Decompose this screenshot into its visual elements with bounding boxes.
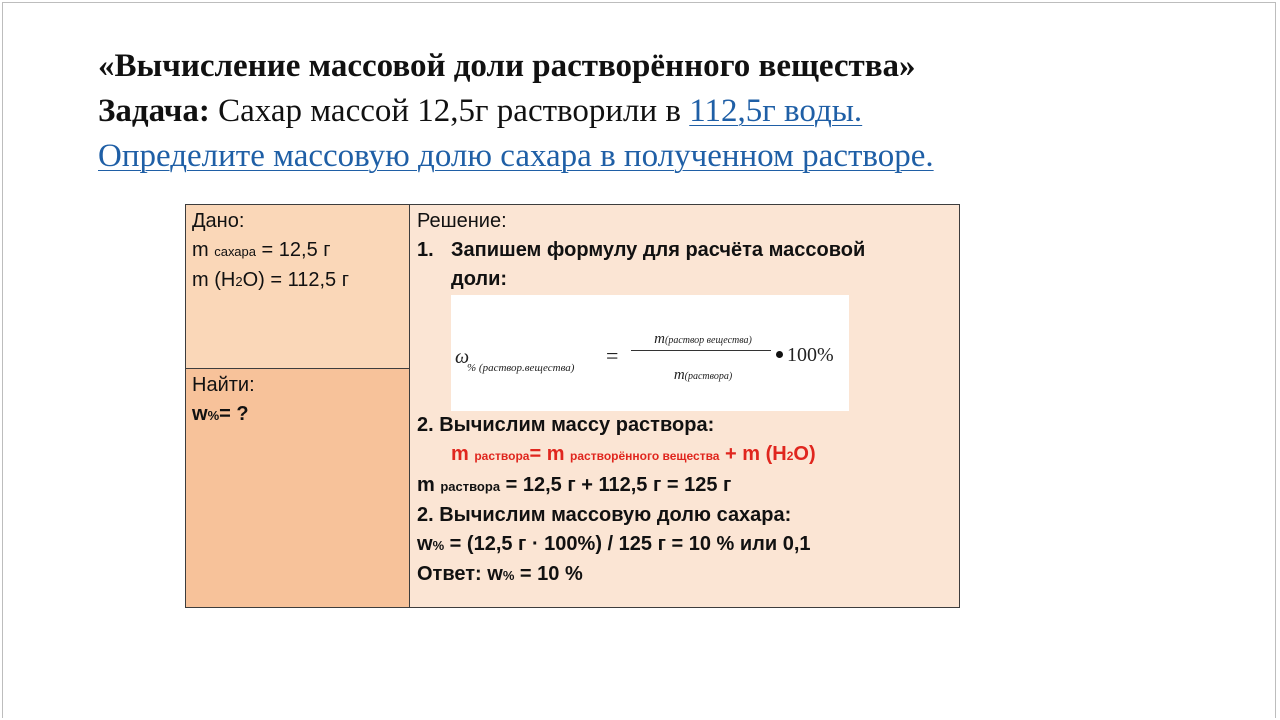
answer-pre: Ответ: w xyxy=(417,563,503,585)
given-label: Дано: xyxy=(192,210,245,232)
formula-num-sub: (раствор вещества) xyxy=(664,335,752,346)
formula-den-m: m xyxy=(673,367,685,383)
given-cell xyxy=(186,205,410,369)
find-w: w xyxy=(192,403,208,425)
red-m2: m xyxy=(546,443,571,465)
formula-fraction-bar xyxy=(631,350,771,351)
w-line-w: w xyxy=(417,533,433,555)
red-tail: O) xyxy=(793,443,816,465)
formula-den-sub: (раствора) xyxy=(684,371,733,382)
formula-omega-sub: % (раствор.вещества) xyxy=(467,362,575,374)
solution-label: Решение: xyxy=(417,210,507,232)
given-sugar-sub: сахара xyxy=(214,244,256,259)
red-equals: = xyxy=(529,443,547,465)
formula-omega: ω xyxy=(455,346,470,368)
slide-title: «Вычисление массовой доли растворённого вещества» xyxy=(98,48,916,84)
given-sugar-line xyxy=(192,236,405,266)
step1-text: Запишем формулу для расчёта массовой xyxy=(451,239,866,261)
given-water-pre: m (H xyxy=(192,269,236,291)
formula-percent: 100% xyxy=(787,344,834,366)
task-water-link[interactable]: 112,5г воды. xyxy=(689,93,863,129)
red-sub2: растворённого вещества xyxy=(570,449,720,463)
w-line-rest: = (12,5 г · 100%) / 125 г = 10 % или 0,1 xyxy=(444,533,811,555)
formula-num-m: m xyxy=(654,331,665,347)
answer-sub: % xyxy=(502,568,515,583)
w-line-sub: % xyxy=(432,538,445,553)
formula-equals: = xyxy=(606,343,619,368)
given-sugar-value: = 12,5 г xyxy=(256,239,331,261)
red-sub1: раствора xyxy=(474,449,530,463)
find-cell xyxy=(186,369,410,608)
calc-sub: раствора xyxy=(440,479,501,494)
step1-line xyxy=(417,236,955,265)
formula-denominator xyxy=(628,361,778,391)
given-sugar-m: m xyxy=(192,239,215,261)
given-water-post: O) = 112,5 г xyxy=(242,269,349,291)
calc-m: m xyxy=(417,474,441,496)
answer-line xyxy=(417,560,955,590)
solution-mass-formula xyxy=(417,440,955,471)
formula-multiply-dot xyxy=(776,351,783,358)
task-label: Задача: xyxy=(98,93,210,129)
red-h2-sub: 2 xyxy=(786,449,794,463)
red-m1: m xyxy=(451,443,475,465)
slide-header xyxy=(98,44,1198,179)
task-question-link[interactable]: Определите массовую долю сахара в полученном растворе. xyxy=(98,138,934,174)
task-text: Сахар массой 12,5г растворили в xyxy=(209,93,690,129)
solution-cell xyxy=(410,205,960,608)
given-water-sub: 2 xyxy=(235,274,243,289)
find-target xyxy=(192,400,405,430)
solution-mass-calc xyxy=(417,471,955,501)
calc-rest: = 12,5 г + 112,5 г = 125 г xyxy=(500,474,732,496)
find-w-sub: % xyxy=(207,408,220,423)
given-water-line xyxy=(192,266,405,296)
answer-rest: = 10 % xyxy=(514,563,583,585)
step3-label: 2. Вычислим массовую долю сахара: xyxy=(417,504,792,526)
red-plus-water: + m (H xyxy=(719,443,787,465)
find-rest: = ? xyxy=(219,403,249,425)
find-label: Найти: xyxy=(192,374,255,396)
solution-table xyxy=(185,204,960,608)
step1-number: 1. xyxy=(417,239,434,261)
step1-line2: доли: xyxy=(451,268,508,290)
mass-fraction-formula xyxy=(451,295,849,411)
fraction-calc xyxy=(417,530,955,560)
step2-label: 2. Вычислим массу раствора: xyxy=(417,414,715,436)
task-line xyxy=(98,89,1198,134)
